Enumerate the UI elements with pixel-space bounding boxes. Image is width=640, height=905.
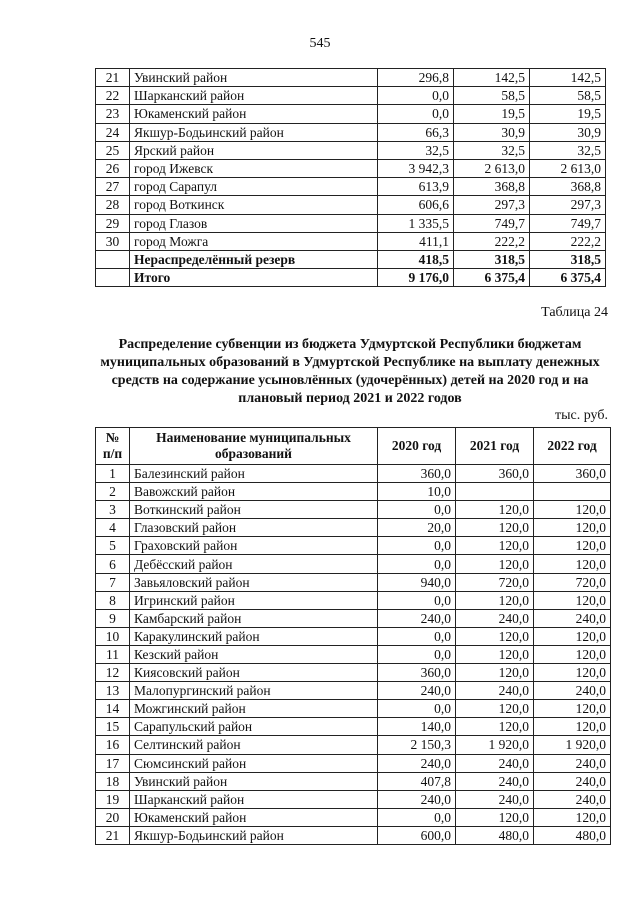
row-value-1: 20,0: [378, 519, 456, 537]
row-value-3: 142,5: [530, 69, 606, 87]
row-value-2: 120,0: [456, 627, 534, 645]
row-name: Нераспределённый резерв: [130, 250, 378, 268]
row-value-3: 2 613,0: [530, 159, 606, 177]
row-value-2: 222,2: [454, 232, 530, 250]
row-value-3: 120,0: [534, 627, 611, 645]
row-number: 19: [96, 790, 130, 808]
row-value-3: 120,0: [534, 591, 611, 609]
row-value-2: 120,0: [456, 718, 534, 736]
row-value-2: 120,0: [456, 700, 534, 718]
row-value-1: 360,0: [378, 465, 456, 483]
table-row: [96, 700, 611, 718]
row-name: Юкаменский район: [130, 808, 378, 826]
row-value-2: 368,8: [454, 178, 530, 196]
row-number: 28: [96, 196, 130, 214]
row-name: Глазовский район: [130, 519, 378, 537]
row-value-1: 140,0: [378, 718, 456, 736]
row-name: Вавожский район: [130, 483, 378, 501]
row-number: 10: [96, 627, 130, 645]
row-value-2: 120,0: [456, 808, 534, 826]
row-value-1: 411,1: [378, 232, 454, 250]
table-row: [96, 609, 611, 627]
table-row: [96, 483, 611, 501]
row-value-2: 142,5: [454, 69, 530, 87]
row-value-3: 120,0: [534, 808, 611, 826]
row-value-1: 32,5: [378, 141, 454, 159]
row-value-2: 120,0: [456, 537, 534, 555]
row-value-3: 120,0: [534, 519, 611, 537]
row-value-1: 10,0: [378, 483, 456, 501]
row-value-1: 0,0: [378, 700, 456, 718]
row-value-1: 240,0: [378, 609, 456, 627]
table-row: [96, 573, 611, 591]
row-name: Граховский район: [130, 537, 378, 555]
row-name: Шарканский район: [130, 790, 378, 808]
table-row: [96, 718, 611, 736]
row-value-3: 30,9: [530, 123, 606, 141]
previous-table-continuation: [95, 68, 606, 287]
row-value-3: 720,0: [534, 573, 611, 591]
row-number: 2: [96, 483, 130, 501]
row-value-2: 240,0: [456, 754, 534, 772]
row-value-2: 1 920,0: [456, 736, 534, 754]
row-value-2: 720,0: [456, 573, 534, 591]
header-name: Наименование муниципальных образований: [130, 428, 378, 465]
table-number-label: Таблица 24: [541, 305, 608, 320]
row-name: Якшур-Бодьинский район: [130, 826, 378, 844]
subvention-table: [95, 427, 611, 845]
table-row: [96, 87, 606, 105]
row-value-2: 6 375,4: [454, 269, 530, 287]
table-row: [96, 754, 611, 772]
row-value-3: 120,0: [534, 501, 611, 519]
row-value-2: 120,0: [456, 645, 534, 663]
row-value-1: 66,3: [378, 123, 454, 141]
row-value-3: 222,2: [530, 232, 606, 250]
row-value-3: 120,0: [534, 718, 611, 736]
table-row: [96, 123, 606, 141]
table-row: [96, 826, 611, 844]
row-number: 21: [96, 826, 130, 844]
row-value-3: 360,0: [534, 465, 611, 483]
row-value-1: 0,0: [378, 87, 454, 105]
row-value-3: 58,5: [530, 87, 606, 105]
row-number: 15: [96, 718, 130, 736]
row-value-3: [534, 483, 611, 501]
row-value-3: 240,0: [534, 790, 611, 808]
row-number: 6: [96, 555, 130, 573]
row-value-3: 240,0: [534, 682, 611, 700]
row-name: Селтинский район: [130, 736, 378, 754]
row-name: Каракулинский район: [130, 627, 378, 645]
row-name: город Можга: [130, 232, 378, 250]
table-row: [96, 519, 611, 537]
row-value-2: 360,0: [456, 465, 534, 483]
table-row: [96, 736, 611, 754]
table-row: [96, 591, 611, 609]
row-value-3: 120,0: [534, 537, 611, 555]
row-value-2: 30,9: [454, 123, 530, 141]
row-name: Можгинский район: [130, 700, 378, 718]
row-number: 1: [96, 465, 130, 483]
table-row: [96, 645, 611, 663]
table-row: [96, 772, 611, 790]
row-number: 17: [96, 754, 130, 772]
row-number: 4: [96, 519, 130, 537]
table-row: [96, 141, 606, 159]
row-value-2: 32,5: [454, 141, 530, 159]
row-value-3: 240,0: [534, 609, 611, 627]
row-value-3: 120,0: [534, 700, 611, 718]
row-name: Сюмсинский район: [130, 754, 378, 772]
row-value-1: 600,0: [378, 826, 456, 844]
row-value-1: 0,0: [378, 808, 456, 826]
table-row: [96, 682, 611, 700]
row-value-1: 418,5: [378, 250, 454, 268]
row-value-3: 368,8: [530, 178, 606, 196]
row-value-1: 0,0: [378, 555, 456, 573]
table-header-row: [96, 428, 611, 465]
row-value-1: 240,0: [378, 754, 456, 772]
row-number: [96, 269, 130, 287]
row-name: Итого: [130, 269, 378, 287]
row-value-3: 120,0: [534, 664, 611, 682]
row-number: 27: [96, 178, 130, 196]
row-value-1: 0,0: [378, 105, 454, 123]
row-value-3: 19,5: [530, 105, 606, 123]
row-number: 30: [96, 232, 130, 250]
row-value-2: [456, 483, 534, 501]
row-number: 23: [96, 105, 130, 123]
row-value-2: 240,0: [456, 772, 534, 790]
table-row: [96, 250, 606, 268]
row-name: Ярский район: [130, 141, 378, 159]
row-value-1: 606,6: [378, 196, 454, 214]
row-value-3: 240,0: [534, 772, 611, 790]
row-name: Малопургинский район: [130, 682, 378, 700]
row-value-3: 480,0: [534, 826, 611, 844]
row-value-1: 0,0: [378, 591, 456, 609]
table-row: [96, 269, 606, 287]
table-row: [96, 159, 606, 177]
row-value-3: 1 920,0: [534, 736, 611, 754]
table-row: [96, 664, 611, 682]
row-value-2: 480,0: [456, 826, 534, 844]
row-value-2: 120,0: [456, 519, 534, 537]
row-name: город Ижевск: [130, 159, 378, 177]
page-number: 545: [309, 36, 331, 51]
row-name: город Сарапул: [130, 178, 378, 196]
row-value-3: 318,5: [530, 250, 606, 268]
row-value-2: 297,3: [454, 196, 530, 214]
row-number: 5: [96, 537, 130, 555]
row-number: 8: [96, 591, 130, 609]
row-value-1: 240,0: [378, 682, 456, 700]
row-number: 3: [96, 501, 130, 519]
row-value-2: 240,0: [456, 682, 534, 700]
row-value-1: 296,8: [378, 69, 454, 87]
row-value-3: 32,5: [530, 141, 606, 159]
table-row: [96, 808, 611, 826]
row-number: 18: [96, 772, 130, 790]
row-name: Завьяловский район: [130, 573, 378, 591]
row-value-3: 6 375,4: [530, 269, 606, 287]
table-row: [96, 501, 611, 519]
table-row: [96, 214, 606, 232]
table-row: [96, 105, 606, 123]
table-row: [96, 627, 611, 645]
row-name: Увинский район: [130, 69, 378, 87]
row-number: 26: [96, 159, 130, 177]
row-number: 16: [96, 736, 130, 754]
row-name: Воткинский район: [130, 501, 378, 519]
row-number: 11: [96, 645, 130, 663]
row-value-2: 240,0: [456, 609, 534, 627]
row-number: 12: [96, 664, 130, 682]
row-number: 25: [96, 141, 130, 159]
row-value-1: 9 176,0: [378, 269, 454, 287]
row-value-2: 318,5: [454, 250, 530, 268]
row-value-3: 120,0: [534, 645, 611, 663]
row-name: Юкаменский район: [130, 105, 378, 123]
table-row: [96, 790, 611, 808]
row-name: Увинский район: [130, 772, 378, 790]
table-row: [96, 465, 611, 483]
row-value-2: 749,7: [454, 214, 530, 232]
row-value-1: 407,8: [378, 772, 456, 790]
row-number: 9: [96, 609, 130, 627]
row-value-2: 2 613,0: [454, 159, 530, 177]
row-value-2: 120,0: [456, 591, 534, 609]
row-name: Киясовский район: [130, 664, 378, 682]
row-name: Дебёсский район: [130, 555, 378, 573]
table-row: [96, 196, 606, 214]
row-value-1: 3 942,3: [378, 159, 454, 177]
row-number: [96, 250, 130, 268]
header-2021: 2021 год: [456, 428, 534, 465]
row-value-3: 749,7: [530, 214, 606, 232]
row-number: 13: [96, 682, 130, 700]
row-value-2: 120,0: [456, 555, 534, 573]
row-name: Шарканский район: [130, 87, 378, 105]
row-number: 24: [96, 123, 130, 141]
row-name: Кезский район: [130, 645, 378, 663]
table-row: [96, 537, 611, 555]
header-2020: 2020 год: [378, 428, 456, 465]
row-value-1: 940,0: [378, 573, 456, 591]
row-value-3: 240,0: [534, 754, 611, 772]
table-row: [96, 69, 606, 87]
row-value-2: 120,0: [456, 664, 534, 682]
row-name: Якшур-Бодьинский район: [130, 123, 378, 141]
row-value-1: 0,0: [378, 645, 456, 663]
row-name: город Глазов: [130, 214, 378, 232]
table-row: [96, 178, 606, 196]
row-value-1: 1 335,5: [378, 214, 454, 232]
row-name: Сарапульский район: [130, 718, 378, 736]
row-value-2: 58,5: [454, 87, 530, 105]
row-value-1: 2 150,3: [378, 736, 456, 754]
table-row: [96, 555, 611, 573]
row-value-1: 240,0: [378, 790, 456, 808]
row-number: 22: [96, 87, 130, 105]
row-name: город Воткинск: [130, 196, 378, 214]
row-number: 14: [96, 700, 130, 718]
row-value-2: 120,0: [456, 501, 534, 519]
table-title: Распределение субвенции из бюджета Удмуртской Республики бюджетам муниципальных образований в Удмуртской Республике на выплату денежных средств на содержание усыновлённых (удочерённых) детей на 2020 год и на плановый период 2021 и 2022 годов: [100, 337, 600, 406]
row-value-1: 0,0: [378, 501, 456, 519]
header-2022: 2022 год: [534, 428, 611, 465]
row-number: 7: [96, 573, 130, 591]
row-name: Игринский район: [130, 591, 378, 609]
row-value-3: 297,3: [530, 196, 606, 214]
row-name: Балезинский район: [130, 465, 378, 483]
row-value-2: 19,5: [454, 105, 530, 123]
row-value-1: 0,0: [378, 537, 456, 555]
row-name: Камбарский район: [130, 609, 378, 627]
row-value-1: 613,9: [378, 178, 454, 196]
row-number: 21: [96, 69, 130, 87]
row-number: 20: [96, 808, 130, 826]
header-num: № п/п: [96, 428, 130, 465]
row-value-3: 120,0: [534, 555, 611, 573]
units-label: тыс. руб.: [555, 408, 608, 423]
table-row: [96, 232, 606, 250]
row-number: 29: [96, 214, 130, 232]
row-value-2: 240,0: [456, 790, 534, 808]
row-value-1: 0,0: [378, 627, 456, 645]
row-value-1: 360,0: [378, 664, 456, 682]
